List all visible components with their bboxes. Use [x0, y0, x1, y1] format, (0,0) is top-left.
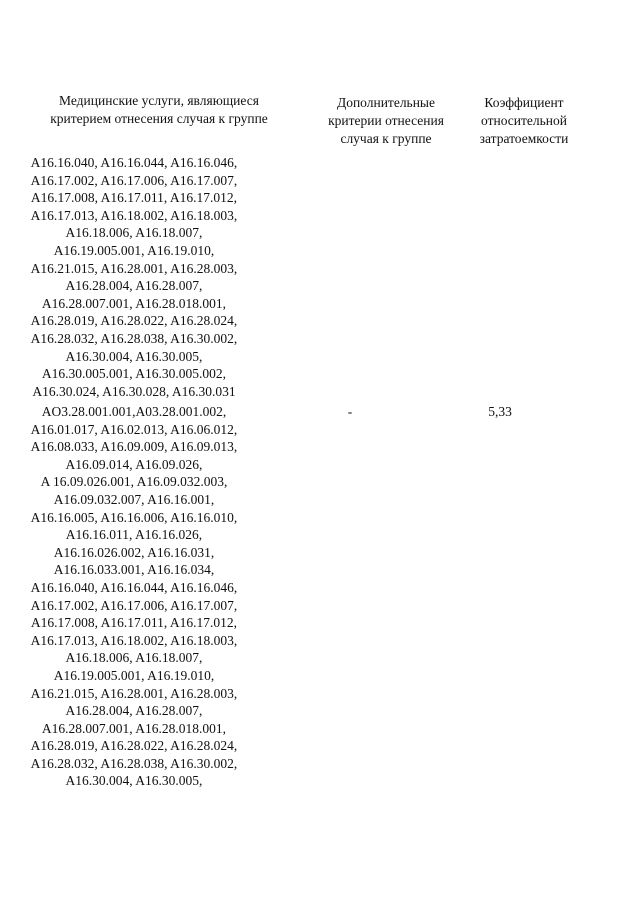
service-codes-line: A16.17.008, A16.17.011, A16.17.012,	[30, 615, 238, 631]
service-codes-line: A16.08.033, A16.09.009, A16.09.013,	[30, 439, 238, 455]
services-cell-row-1	[10, 154, 258, 400]
header-additional-line: критерии отнесения	[328, 113, 444, 128]
service-codes-line: A16.16.040, A16.16.044, A16.16.046,	[30, 579, 238, 595]
coefficient-cell: 5,33	[488, 404, 512, 419]
service-codes-line: A16.01.017, A16.02.013, A16.06.012,	[30, 421, 238, 437]
service-codes-line: A16.17.002, A16.17.006, A16.17.007,	[30, 172, 238, 188]
service-codes-line: A16.30.004, A16.30.005,	[65, 348, 203, 364]
header-coefficient	[468, 94, 580, 148]
service-codes-line: A16.18.006, A16.18.007,	[65, 650, 203, 666]
header-coefficient-line: Коэффициент	[484, 95, 564, 110]
service-codes-line: A16.30.005.001, A16.30.005.002,	[41, 366, 227, 382]
header-coefficient-line: затратоемкости	[479, 131, 569, 146]
service-codes-line: A16.17.013, A16.18.002, A16.18.003,	[30, 632, 238, 648]
service-codes-line: A16.30.004, A16.30.005,	[65, 773, 203, 789]
service-codes-line: A16.09.032.007, A16.16.001,	[53, 491, 215, 507]
service-codes-line: A16.21.015, A16.28.001, A16.28.003,	[30, 685, 238, 701]
header-additional-line: Дополнительные	[336, 95, 435, 110]
service-codes-line: A16.16.005, A16.16.006, A16.16.010,	[30, 509, 238, 525]
service-codes-line: A16.16.040, A16.16.044, A16.16.046,	[30, 155, 238, 170]
additional-criteria-cell: -	[347, 404, 353, 419]
service-codes-line: A16.28.007.001, A16.28.018.001,	[41, 720, 227, 736]
service-codes-line: A16.16.011, A16.16.026,	[65, 527, 203, 543]
service-codes-line: A16.21.015, A16.28.001, A16.28.003,	[30, 260, 238, 276]
service-codes-line: A16.17.008, A16.17.011, A16.17.012,	[30, 190, 238, 206]
service-codes-line: A16.17.013, A16.18.002, A16.18.003,	[30, 207, 238, 223]
service-codes-line: A16.17.002, A16.17.006, A16.17.007,	[30, 597, 238, 613]
header-services-line: Медицинские услуги, являющиеся	[59, 93, 259, 108]
service-codes-line: A16.19.005.001, A16.19.010,	[53, 667, 215, 683]
service-codes-line: A16.28.032, A16.28.038, A16.30.002,	[30, 330, 238, 346]
service-codes-line: A16.19.005.001, A16.19.010,	[53, 242, 215, 258]
header-services	[18, 92, 300, 128]
services-cell-row-2	[10, 403, 258, 790]
service-codes-line: A 16.09.026.001, A16.09.032.003,	[40, 474, 228, 490]
service-codes-line: A16.09.014, A16.09.026,	[65, 456, 203, 472]
table-header	[0, 90, 640, 150]
service-codes-line: A16.18.006, A16.18.007,	[65, 225, 203, 241]
service-codes-line: A16.28.019, A16.28.022, A16.28.024,	[30, 313, 238, 329]
service-codes-line: A16.28.004, A16.28.007,	[65, 703, 203, 719]
service-codes-line: A16.16.033.001, A16.16.034,	[53, 562, 215, 578]
service-codes-line: A16.28.007.001, A16.28.018.001,	[41, 295, 227, 311]
service-codes-line: A16.30.024, A16.30.028, A16.30.031	[32, 383, 236, 399]
header-additional-criteria	[318, 94, 454, 148]
header-additional-line: случая к группе	[340, 131, 432, 146]
service-codes-line: A16.28.032, A16.28.038, A16.30.002,	[30, 755, 238, 771]
service-codes-line: A16.28.019, A16.28.022, A16.28.024,	[30, 738, 238, 754]
service-codes-line: AO3.28.001.001,A03.28.001.002,	[41, 404, 227, 419]
service-codes-line: A16.16.026.002, A16.16.031,	[53, 544, 215, 560]
header-services-line: критерием отнесения случая к группе	[50, 111, 268, 126]
service-codes-line: A16.28.004, A16.28.007,	[65, 278, 203, 294]
header-coefficient-line: относительной	[481, 113, 567, 128]
